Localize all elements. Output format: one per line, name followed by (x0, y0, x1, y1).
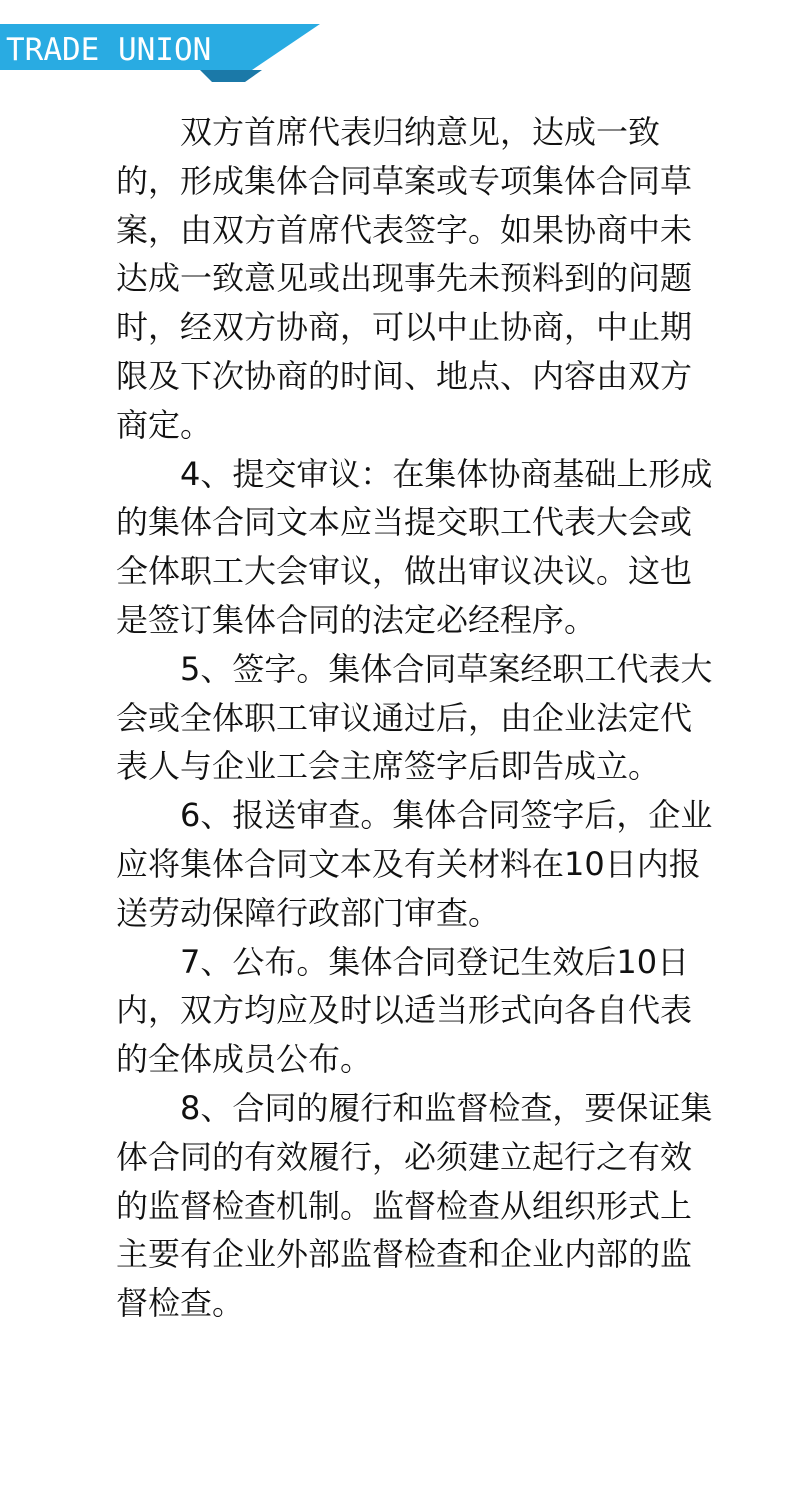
paragraph-step-7-publish: 7、公布。集体合同登记生效后10日内，双方均应及时以适当形式向各自代表的全体成员公布。 (116, 942, 693, 1079)
banner-title: TRADE UNION (6, 32, 212, 68)
banner-ribbon-tail (200, 70, 262, 82)
paragraph-step-8-supervision: 8、合同的履行和监督检查，要保证集体合同的有效履行，必须建立起行之有效的监督检查机制。监督检查从组织形式上主要有企业外部监督检查和企业内部的监督检查。 (116, 1088, 713, 1323)
paragraph-step-4-review: 4、提交审议：在集体协商基础上形成的集体合同文本应当提交职工代表大会或全体职工大会审议，做出审议决议。这也是签订集体合同的法定必经程序。 (116, 454, 713, 639)
header-banner (0, 24, 320, 82)
paragraph-step-5-sign: 5、签字。集体合同草案经职工代表大会或全体职工审议通过后，由企业法定代表人与企业工会主席签字后即告成立。 (116, 649, 713, 786)
article-body (116, 108, 716, 1328)
paragraph-negotiation-summary: 双方首席代表归纳意见，达成一致的，形成集体合同草案或专项集体合同草案，由双方首席代表签字。如果协商中未达成一致意见或出现事先未预料到的问题时，经双方协商，可以中止协商，中止期限及下次协商的时间、地点、内容由双方商定。 (116, 113, 693, 444)
paragraph-step-6-submit: 6、报送审查。集体合同签字后，企业应将集体合同文本及有关材料在10日内报送劳动保障行政部门审查。 (116, 796, 713, 932)
